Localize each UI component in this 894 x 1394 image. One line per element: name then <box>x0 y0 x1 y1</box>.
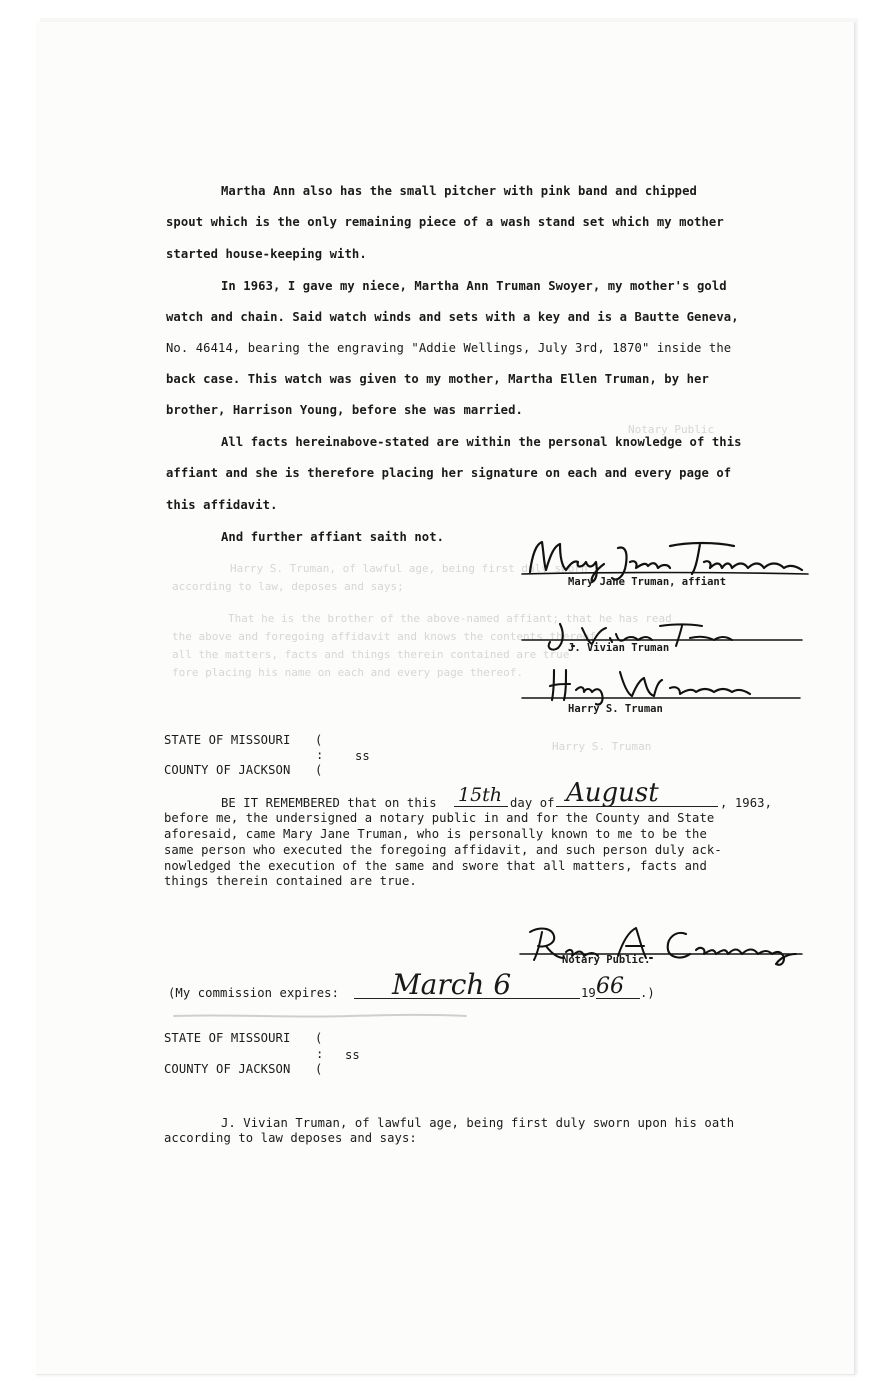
vivian-caption: J. Vivian Truman <box>568 642 670 654</box>
ink-smudge <box>170 1006 470 1026</box>
venue-bracket: ( <box>315 1062 323 1076</box>
paragraph-line: this affidavit. <box>166 498 278 512</box>
jurat-day-handwritten: 15th <box>458 784 503 806</box>
venue-colon: : <box>316 1047 324 1061</box>
venue-bracket: ( <box>315 733 323 747</box>
commission-date-line <box>354 998 580 999</box>
venue-ss: ss <box>345 1048 360 1062</box>
bleedthrough-line: the above and foregoing affidavit and knows the contents thereof <box>172 630 596 643</box>
notary-caption: Notary Public. <box>562 954 651 966</box>
jurat-line: things therein contained are true. <box>164 874 417 888</box>
signature-harry-s-truman <box>520 660 810 706</box>
jurat-line: nowledged the execution of the same and swore that all matters, facts and <box>164 859 707 873</box>
venue-state: STATE OF MISSOURI <box>164 1031 291 1045</box>
venue-state: STATE OF MISSOURI <box>164 733 291 747</box>
jurat-line: same person who executed the foregoing affidavit, and such person duly ack- <box>164 843 722 857</box>
jurat-line: aforesaid, came Mary Jane Truman, who is personally known to me to be the <box>164 827 707 841</box>
jurat-month-handwritten: August <box>566 778 659 808</box>
commission-date-handwritten: March 6 <box>392 968 512 1001</box>
paragraph-line: And further affiant saith not. <box>221 530 445 544</box>
bleedthrough-line: according to law, deposes and says; <box>172 580 404 593</box>
venue-bracket: ( <box>315 1031 323 1045</box>
bleedthrough-line: fore placing his name on each and every page thereof. <box>172 666 523 679</box>
commission-year-line <box>596 998 640 999</box>
bleedthrough-line: That he is the brother of the above-named affiant; that he has read <box>228 612 672 625</box>
paragraph-line: back case. This watch was given to my mother, Martha Ellen Truman, by her <box>166 372 709 386</box>
paragraph-line: watch and chain. Said watch winds and sets with a key and is a Bautte Geneva, <box>166 310 739 324</box>
jurat-line: , 1963, <box>720 796 773 810</box>
paragraph-line: affiant and she is therefore placing her signature on each and every page of <box>166 466 732 480</box>
jurat-month-line <box>556 806 718 807</box>
bleedthrough-line: Harry S. Truman <box>552 740 652 753</box>
bleedthrough-line: Notary Public <box>628 423 715 436</box>
closing-line: J. Vivian Truman, of lawful age, being first duly sworn upon his oath <box>221 1116 735 1130</box>
venue-bracket: ( <box>315 763 323 777</box>
bleedthrough-line: all the matters, facts and things therein contained are true <box>172 648 570 661</box>
closing-line: according to law deposes and says: <box>164 1131 417 1145</box>
paragraph-line: Martha Ann also has the small pitcher with pink band and chipped <box>221 184 697 198</box>
venue-ss: ss <box>355 749 370 763</box>
commission-prefix: (My commission expires: <box>168 986 340 1000</box>
affiant-caption: Mary Jane Truman, affiant <box>568 576 727 588</box>
paragraph-line: spout which is the only remaining piece of a wash stand set which my mother <box>166 215 724 229</box>
paragraph-line: started house-keeping with. <box>166 247 367 261</box>
commission-year-prefix: 19 <box>581 986 596 1000</box>
venue-colon: : <box>316 748 324 762</box>
bleedthrough-line: Harry S. Truman, of lawful age, being first duly sworn <box>230 562 588 575</box>
jurat-line: day of <box>510 796 555 810</box>
venue-county: COUNTY OF JACKSON <box>164 763 291 777</box>
jurat-line: BE IT REMEMBERED that on this <box>221 796 437 810</box>
commission-suffix: .) <box>640 986 655 1000</box>
paragraph-line: All facts hereinabove-stated are within the personal knowledge of this <box>221 435 742 449</box>
paragraph-line: No. 46414, bearing the engraving "Addie Wellings, July 3rd, 1870" inside the <box>166 341 732 355</box>
venue-county: COUNTY OF JACKSON <box>164 1062 291 1076</box>
harry-caption: Harry S. Truman <box>568 703 663 715</box>
jurat-day-line <box>454 806 508 807</box>
paragraph-line: brother, Harrison Young, before she was married. <box>166 403 523 417</box>
jurat-line: before me, the undersigned a notary public in and for the County and State <box>164 811 715 825</box>
paragraph-line: In 1963, I gave my niece, Martha Ann Truman Swoyer, my mother's gold <box>221 279 727 293</box>
commission-year-handwritten: 66 <box>596 974 624 999</box>
